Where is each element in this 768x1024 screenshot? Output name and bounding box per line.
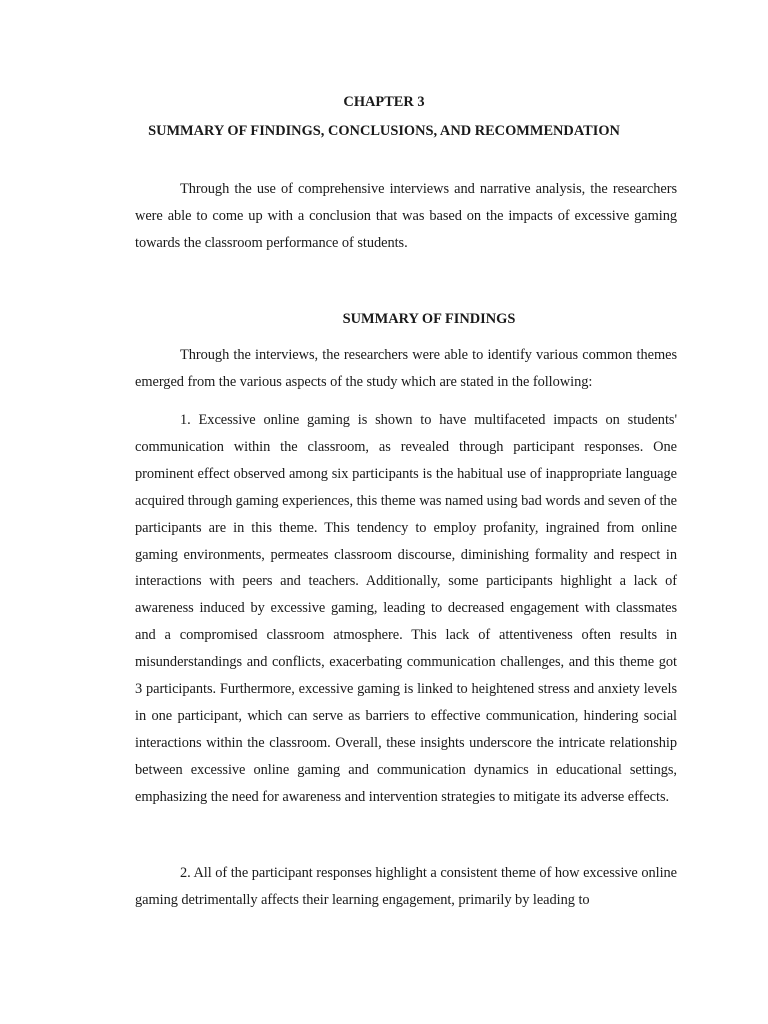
summary-of-findings-heading: SUMMARY OF FINDINGS (342, 311, 516, 327)
chapter-title: CHAPTER 3 (343, 94, 425, 110)
summary-intro-paragraph: Through the interviews, the researchers were able to identify various common themes emerged from the various aspects of the study which are stated in the following: (135, 347, 677, 390)
finding-paragraph-1: 1. Excessive online gaming is shown to have multifaceted impacts on students' communication within the classroom, as revealed through participant responses. One prominent effect observed among six participants is the habitual use of inappropriate language acquired through gaming experiences, this theme was named using bad words and seven of the participants are in this theme. This tendency to employ profanity, ingrained from online gaming environments, permeates classroom discourse, diminishing formality and respect in interactions with peers and teachers. Additionally, some participants highlight a lack of awareness induced by excessive gaming, leading to decreased engagement with classmates and a compromised classroom atmosphere. This lack of attentiveness often results in misunderstandings and conflicts, exacerbating communication challenges, and this theme got 3 participants. Furthermore, excessive gaming is linked to heightened stress and anxiety levels in one participant, which can serve as barriers to effective communication, hindering social interactions within the classroom. Overall, these insights underscore the intricate relationship between excessive online gaming and communication dynamics in educational settings, emphasizing the need for awareness and intervention strategies to mitigate its adverse effects. (135, 412, 677, 805)
finding-paragraph-2: 2. All of the participant responses highlight a consistent theme of how excessive online gaming detrimentally affects their learning engagement, primarily by leading to (135, 865, 677, 908)
chapter-subtitle: SUMMARY OF FINDINGS, CONCLUSIONS, AND RECOMMENDATION (148, 123, 620, 139)
intro-paragraph: Through the use of comprehensive interviews and narrative analysis, the researchers were able to come up with a conclusion that was based on the impacts of excessive gaming towards the classroom performance of students. (135, 181, 677, 251)
